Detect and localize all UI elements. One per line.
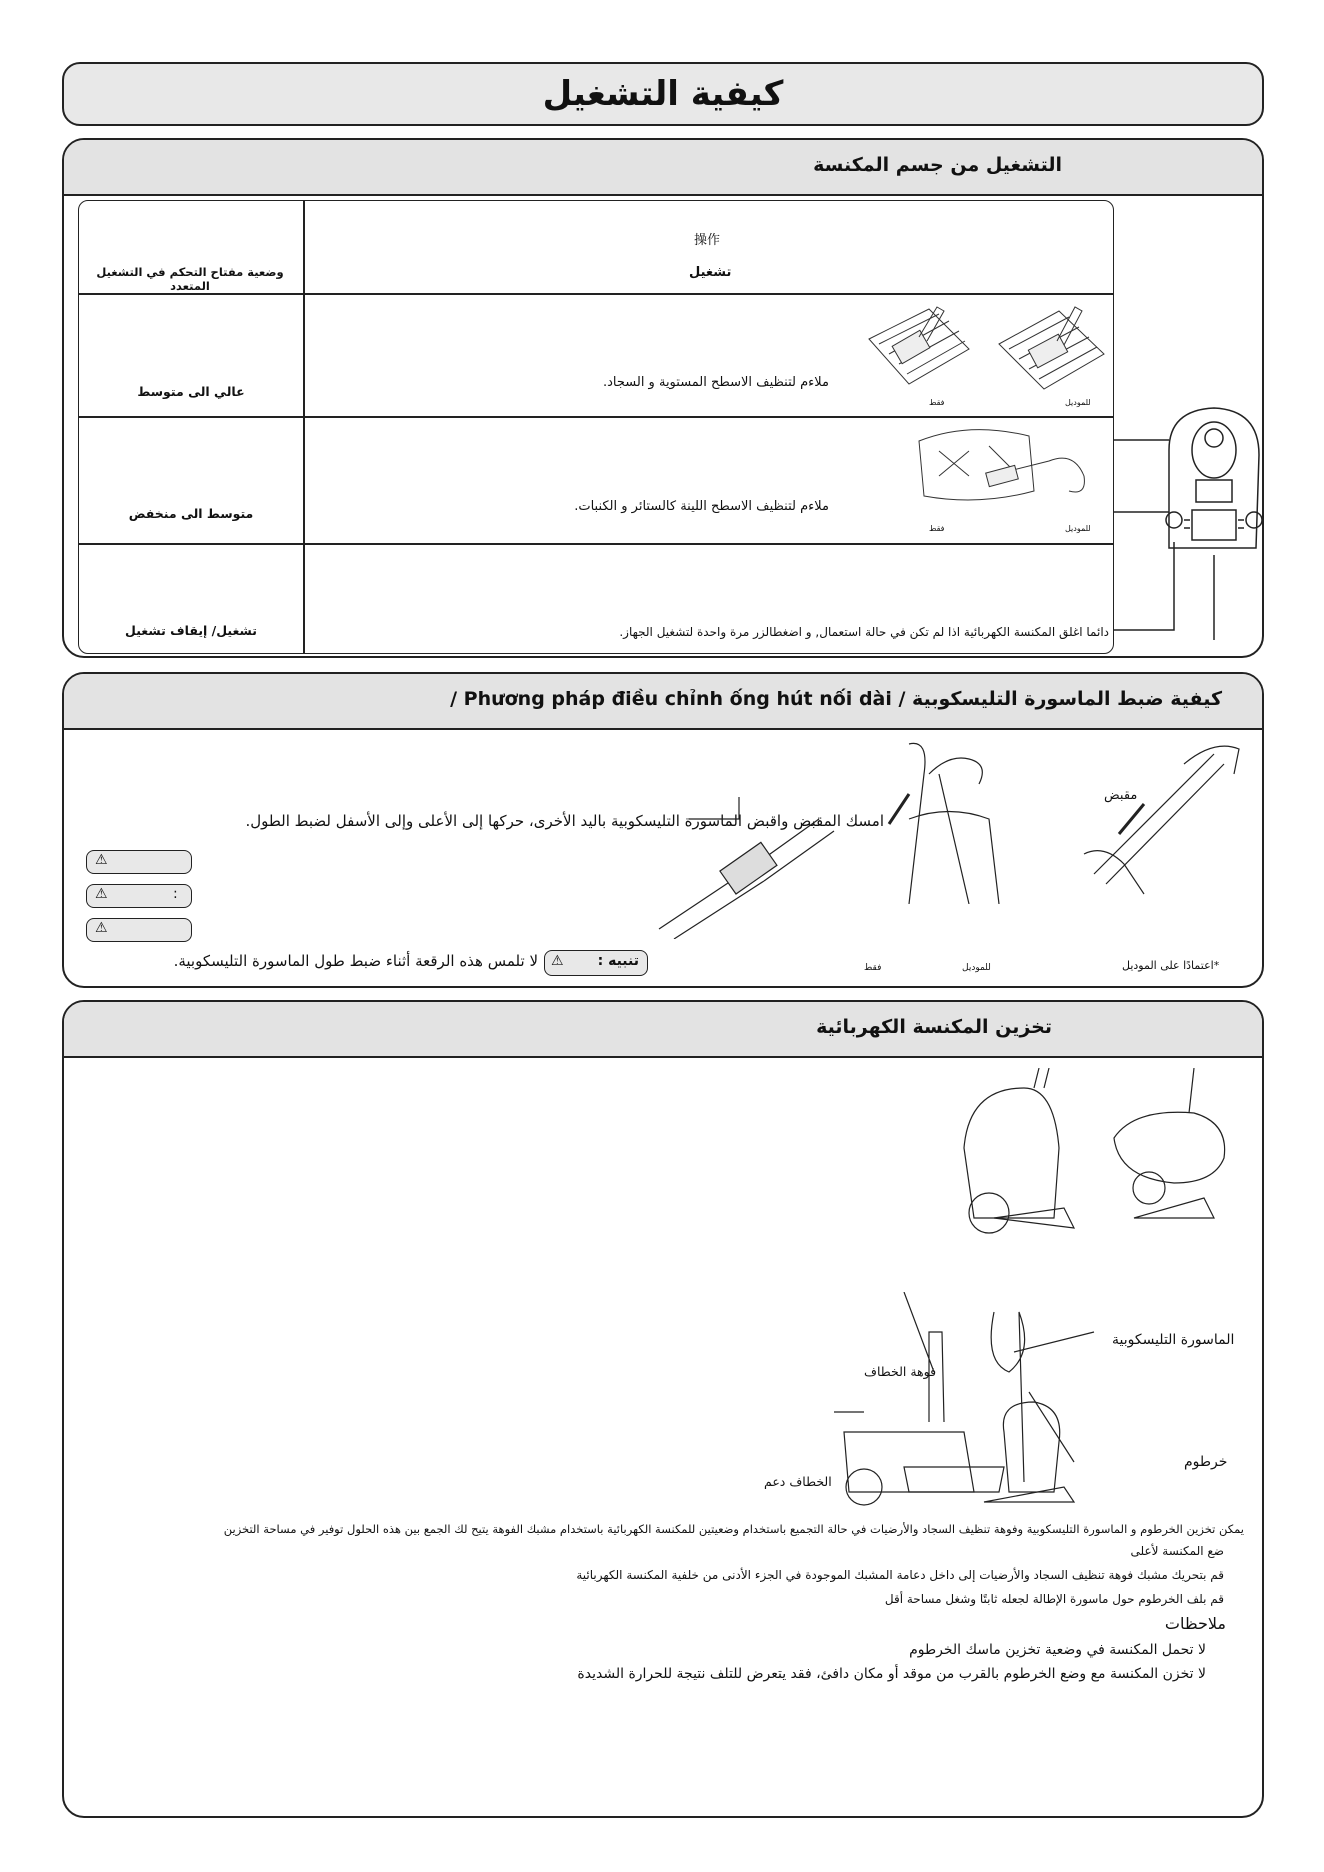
telescopic-instruction: امسك المقبض واقبض الماسورة التليسكوبية باليد الأخرى، حركها إلى الأعلى وإلى الأسفل لضبط الطول. (245, 812, 884, 830)
hook-nozzle-label: فوهة الخطاف (864, 1364, 937, 1379)
storage-header (64, 1002, 1262, 1058)
caution-icon: ⚠ (95, 886, 108, 902)
note-2: لا تخزن المكنسة مع وضع الخرطوم بالقرب من موقد أو مكان دافئ، فقد يتعرض للتلف نتيجة للحرارة الشديدة (577, 1666, 1206, 1682)
caution-badge-icon: ⚠ (551, 953, 564, 969)
hose-label: خرطوم (1184, 1454, 1228, 1470)
table-header-operation: تشغيل (689, 265, 732, 280)
row1-description: ملاءم لتنظيف الاسطح المستوية و السجاد. (602, 375, 829, 390)
storage-section (62, 1000, 1264, 1818)
label-model: للموديل (962, 963, 991, 973)
mode-medium-low: متوسط الى منخفض (128, 506, 254, 521)
storage-position-1-illustration (954, 1068, 1234, 1238)
table-header-operation-top: 操作 (694, 233, 721, 248)
telescopic-section (62, 672, 1264, 988)
telescopic-pipe-label: الماسورة التليسكوبية (1112, 1332, 1235, 1348)
row2-label-model: للموديل (1065, 524, 1091, 533)
storage-position-2-illustration (834, 1292, 1204, 1507)
storage-paragraph: يمكن تخزين الخرطوم و الماسورة التليسكوبية وفوهة تنظيف السجاد والأرضيات في حالة التجميع باستخدام وضعيتين للمكنسة الكهربائية باستخدام مشبك الفوهة يتيح لك الجمع بين هذه الحلول توفير في مساحة التخزين (223, 1522, 1244, 1536)
sofa-brush-illustration (909, 421, 1099, 521)
row1-label-only: فقط (929, 398, 945, 407)
vacuum-body-illustration (1114, 280, 1264, 640)
telescopic-header (64, 674, 1262, 730)
caution-label: تنبيه : (597, 953, 639, 969)
caution-icon: ⚠ (95, 920, 108, 936)
operation-table (78, 200, 1114, 654)
storage-heading: تخزين المكنسة الكهربائية (816, 1016, 1052, 1038)
operation-header (64, 140, 1262, 196)
caution-pill-1 (86, 850, 192, 874)
pipe-release-illustration (639, 779, 839, 939)
telescopic-adjust-right-illustration (1064, 734, 1244, 904)
caution-icon: ⚠ (95, 852, 108, 868)
operation-heading: التشغيل من جسم المكنسة (813, 154, 1062, 176)
caution-text: لا تلمس هذه الرقعة أثناء ضبط طول الماسورة التليسكوبية. (173, 952, 538, 970)
caution-pill-3 (86, 918, 192, 942)
floor-nozzle-illustration (859, 299, 1109, 399)
telescopic-adjust-left-illustration (869, 734, 1039, 904)
caution-pill-colon: : (173, 886, 178, 902)
hook-support-label: الخطاف دعم (764, 1474, 832, 1489)
mode-on-off: تشغيل/ إيقاف تشغيل (125, 623, 257, 638)
label-only: فقط (864, 963, 882, 973)
storage-step-3: قم بلف الخرطوم حول ماسورة الإطالة لجعله ثابتًا وشغل مساحة أقل (884, 1592, 1224, 1606)
row1-label-model: للموديل (1065, 398, 1091, 407)
note-1: لا تحمل المكنسة في وضعية تخزين ماسك الخرطوم (909, 1642, 1206, 1658)
notes-heading: ملاحظات (1164, 1614, 1226, 1633)
caution-badge (544, 950, 648, 976)
caution-pill-2 (86, 884, 192, 908)
operation-section (62, 138, 1264, 658)
telescopic-heading: كيفية ضبط الماسورة التليسكوبية / Phương pháp điều chỉnh ống hút nối dài / (450, 688, 1222, 710)
mode-high-medium: عالي الى متوسط (137, 384, 245, 399)
model-note: *اعتمادًا على الموديل (1122, 959, 1220, 972)
row2-label-only: فقط (929, 524, 945, 533)
storage-step-2: قم بتحريك مشبك فوهة تنظيف السجاد والأرضيات إلى داخل دعامة المشبك الموجودة في الجزء الأدنى من خلفية المكنسة الكهربائية (576, 1568, 1224, 1582)
grip-label: مقبض (1104, 788, 1138, 803)
page-title (62, 62, 1264, 126)
row3-description: دائما اغلق المكنسة الكهربائية اذا لم تكن في حالة استعمال, و اضغطالزر مرة واحدة لتشغيل الجهاز. (619, 625, 1109, 639)
storage-step-1: ضع المكنسة لأعلى (1130, 1544, 1224, 1558)
table-header-mode: وضعية مفتاح التحكم في التشغيل المتعدد (96, 265, 284, 293)
row2-description: ملاءم لتنظيف الاسطح اللينة كالستائر و الكنبات. (574, 499, 829, 514)
page-title-text: كيفية التشغيل (542, 74, 784, 114)
